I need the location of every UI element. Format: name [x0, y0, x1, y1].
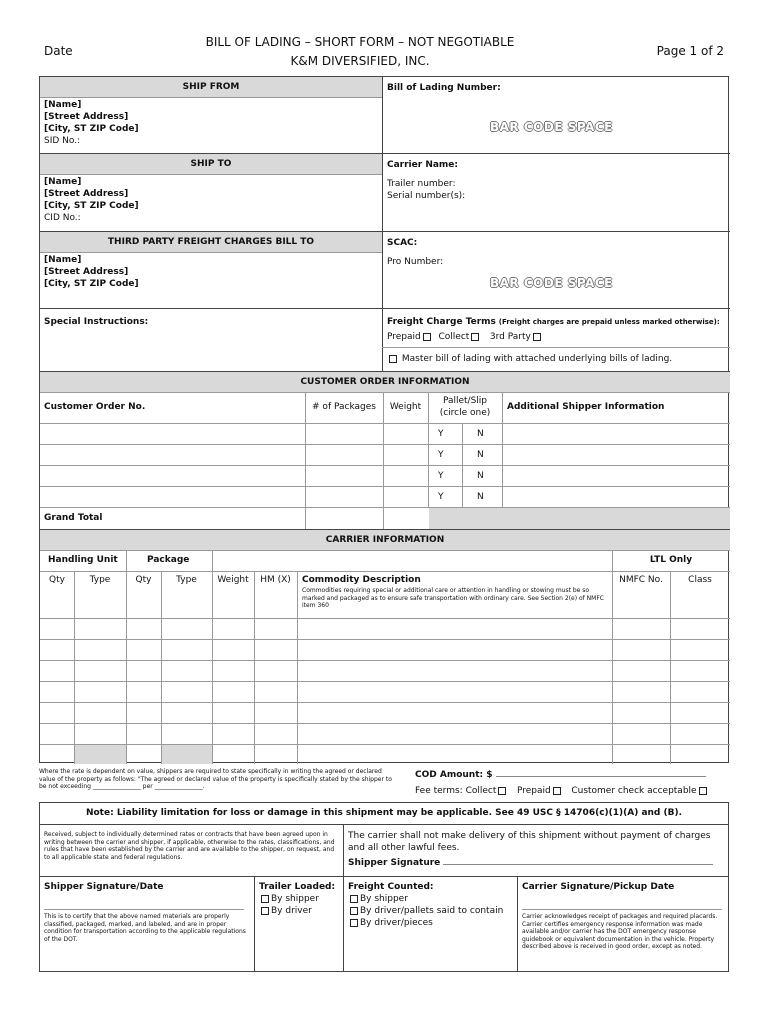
fee-collect-label: Fee terms: Collect	[415, 786, 497, 796]
ltl-only-header: LTL Only	[649, 555, 693, 565]
nmfc-header: NMFC No.	[619, 575, 663, 585]
received-terms: Received, subject to individually determined rates or contracts that have been agreed upon in writing between the carrier and shipper, if applicable, otherwise to the rates, classifications, and rules that have been established by the carrier and are available to the shipper, on request, and to all applicable state and federal regulations.	[44, 831, 335, 861]
row3-y[interactable]: Y	[438, 471, 444, 481]
collect-label: Collect	[438, 332, 470, 342]
col-weight: Weight	[389, 402, 422, 412]
hu-qty-header: Qty	[49, 575, 65, 585]
freight-terms-options	[387, 331, 727, 343]
ship-from-city: [City, ST ZIP Code]	[44, 124, 139, 134]
package-header: Package	[147, 555, 190, 565]
third-party-checkbox[interactable]	[533, 333, 541, 341]
pkg-type-header: Type	[176, 575, 197, 585]
hm-header: HM (X)	[260, 575, 291, 585]
carrier-total-shaded-2	[162, 745, 212, 764]
page-indicator: Page 1 of 2	[656, 44, 724, 58]
carrier-ack-note: Carrier acknowledges receipt of packages and required placards. Carrier certifies emergency response information was made available and/or carrier has the DOT emergency response guidebook or equivalent documentation in the vehicle. Property described above is received in good order, except as noted.	[522, 913, 718, 950]
pallet-slip-line1: Pallet/Slip	[442, 396, 488, 406]
signature-section	[39, 802, 729, 972]
freight-counted-label: Freight Counted:	[348, 882, 434, 892]
bol-number-label[interactable]: Bill of Lading Number:	[387, 83, 501, 93]
row3-n[interactable]: N	[477, 471, 484, 481]
special-instructions-label[interactable]: Special Instructions:	[44, 317, 149, 327]
row2-n[interactable]: N	[477, 450, 484, 460]
prepaid-label: Prepaid	[387, 332, 421, 342]
customer-order-heading: CUSTOMER ORDER INFORMATION	[40, 372, 730, 392]
title-line-2: K&M DIVERSIFIED, INC.	[290, 54, 430, 68]
trailer-loaded-label: Trailer Loaded:	[259, 882, 336, 892]
ship-from-street: [Street Address]	[44, 112, 129, 122]
fc-by-shipper-checkbox[interactable]	[350, 895, 358, 903]
grand-total-shaded	[429, 508, 730, 529]
ship-to-block[interactable]	[44, 176, 374, 224]
fee-terms	[415, 785, 735, 797]
cid-number: CID No.:	[44, 213, 81, 223]
carrier-name-label[interactable]: Carrier Name:	[387, 160, 459, 170]
freight-terms-note: (Freight charges are prepaid unless marked otherwise):	[498, 318, 720, 326]
grand-total-label: Grand Total	[44, 513, 103, 523]
col-additional-info: Additional Shipper Information	[507, 402, 665, 412]
barcode-space-2: BAR CODE SPACE	[490, 276, 613, 290]
date-label: Date	[44, 44, 73, 58]
tl-by-shipper-label: By shipper	[271, 894, 319, 904]
cod-amount-line	[496, 776, 706, 777]
no-delivery-note: The carrier shall not make delivery of this shipment without payment of charges and all other lawful fees.	[348, 831, 711, 853]
collect-checkbox[interactable]	[471, 333, 479, 341]
cod-amount-label: COD Amount: $	[415, 770, 493, 780]
fee-prepaid-checkbox[interactable]	[553, 787, 561, 795]
freight-terms	[387, 316, 727, 328]
shipper-sig-date-label[interactable]: Shipper Signature/Date	[44, 882, 164, 892]
shipper-signature[interactable]	[348, 857, 723, 869]
freight-terms-label: Freight Charge Terms	[387, 317, 496, 327]
class-header: Class	[688, 575, 712, 585]
fc-by-shipper-label: By shipper	[360, 894, 408, 904]
ship-to-city: [City, ST ZIP Code]	[44, 201, 139, 211]
pro-number-label[interactable]: Pro Number:	[387, 257, 444, 267]
ship-to-street: [Street Address]	[44, 189, 129, 199]
shipper-signature-label: Shipper Signature	[348, 858, 441, 868]
row1-y[interactable]: Y	[438, 429, 444, 439]
ship-from-block[interactable]	[44, 99, 374, 147]
commodity-header: Commodity Description	[302, 575, 421, 585]
fc-pallets-checkbox[interactable]	[350, 907, 358, 915]
certify-note: This is to certify that the above named materials are properly classified, packaged, marked, and labeled, and are in proper condition for transportation according to the applicable regulations of the DOT.	[44, 913, 246, 943]
cod-amount[interactable]	[415, 769, 720, 781]
pallet-slip-line2: (circle one)	[439, 408, 491, 418]
title-line-1: BILL OF LADING – SHORT FORM – NOT NEGOTIABLE	[205, 35, 515, 49]
bill-of-lading-form	[39, 76, 729, 763]
carrier-sig-label[interactable]: Carrier Signature/Pickup Date	[522, 882, 675, 892]
row2-y[interactable]: Y	[438, 450, 444, 460]
tl-by-driver-label: By driver	[271, 906, 312, 916]
master-bol-option	[387, 353, 672, 365]
fee-collect-checkbox[interactable]	[498, 787, 506, 795]
col-packages: # of Packages	[312, 402, 376, 412]
ship-from-name: [Name]	[44, 100, 82, 110]
trailer-loaded	[259, 881, 335, 917]
fc-pieces-checkbox[interactable]	[350, 919, 358, 927]
ship-to-name: [Name]	[44, 177, 82, 187]
third-party-city: [City, ST ZIP Code]	[44, 279, 139, 289]
ship-from-heading: SHIP FROM	[40, 77, 382, 97]
fee-prepaid-label: Prepaid	[516, 786, 551, 796]
barcode-space-1: BAR CODE SPACE	[490, 120, 613, 134]
carrier-info-heading: CARRIER INFORMATION	[40, 530, 730, 550]
third-party-heading: THIRD PARTY FREIGHT CHARGES BILL TO	[40, 232, 382, 252]
third-party-block[interactable]	[44, 254, 374, 290]
master-bol-label: Master bill of lading with attached underlying bills of lading.	[401, 354, 673, 364]
hu-type-header: Type	[89, 575, 111, 585]
fee-check-label: Customer check acceptable	[571, 786, 697, 796]
document-title	[160, 33, 560, 71]
trailer-number-label[interactable]: Trailer number:	[387, 179, 456, 189]
master-bol-checkbox[interactable]	[389, 355, 397, 363]
pkg-qty-header: Qty	[135, 575, 152, 585]
fc-pallets-label: By driver/pallets said to contain	[360, 906, 504, 916]
scac-label[interactable]: SCAC:	[387, 238, 418, 248]
carrier-total-shaded-1	[75, 745, 126, 764]
liability-note: Note: Liability limitation for loss or damage in this shipment may be applicable. See 49 USC § 14706(c)(1)(A) and (B).	[85, 808, 683, 818]
tl-by-driver-checkbox[interactable]	[261, 907, 269, 915]
sid-number: SID No.:	[44, 136, 81, 146]
ship-to-heading: SHIP TO	[40, 154, 382, 174]
prepaid-checkbox[interactable]	[423, 333, 431, 341]
commodity-note: Commodities requiring special or additional care or attention in handling or stowing must be so marked and packaged as to ensure safe transportation with ordinary care. See Section 2(e) of NMFC item 360	[302, 587, 604, 609]
fc-pieces-label: By driver/pieces	[360, 918, 433, 928]
shipper-signature-line	[443, 864, 713, 865]
row4-n[interactable]: N	[477, 492, 484, 502]
col-pallet-slip	[428, 395, 502, 419]
row4-y[interactable]: Y	[438, 492, 444, 502]
freight-counted	[348, 881, 503, 929]
fee-check-checkbox[interactable]	[699, 787, 707, 795]
col-customer-order-no: Customer Order No.	[44, 402, 146, 412]
handling-unit-header: Handling Unit	[48, 555, 118, 565]
third-party-option-label: 3rd Party	[489, 332, 531, 342]
weight-header: Weight	[217, 575, 249, 585]
third-party-name: [Name]	[44, 255, 82, 265]
serial-number-label[interactable]: Serial number(s):	[387, 191, 466, 201]
tl-by-shipper-checkbox[interactable]	[261, 895, 269, 903]
declared-value-note: Where the rate is dependent on value, shippers are required to state specifically in writing the agreed or declared value of the property as follows: "The agreed or declared value of the property is specifically stated by the shipper to be not exceeding ________________ per ________________.	[39, 768, 392, 790]
third-party-street: [Street Address]	[44, 267, 129, 277]
row1-n[interactable]: N	[477, 429, 484, 439]
